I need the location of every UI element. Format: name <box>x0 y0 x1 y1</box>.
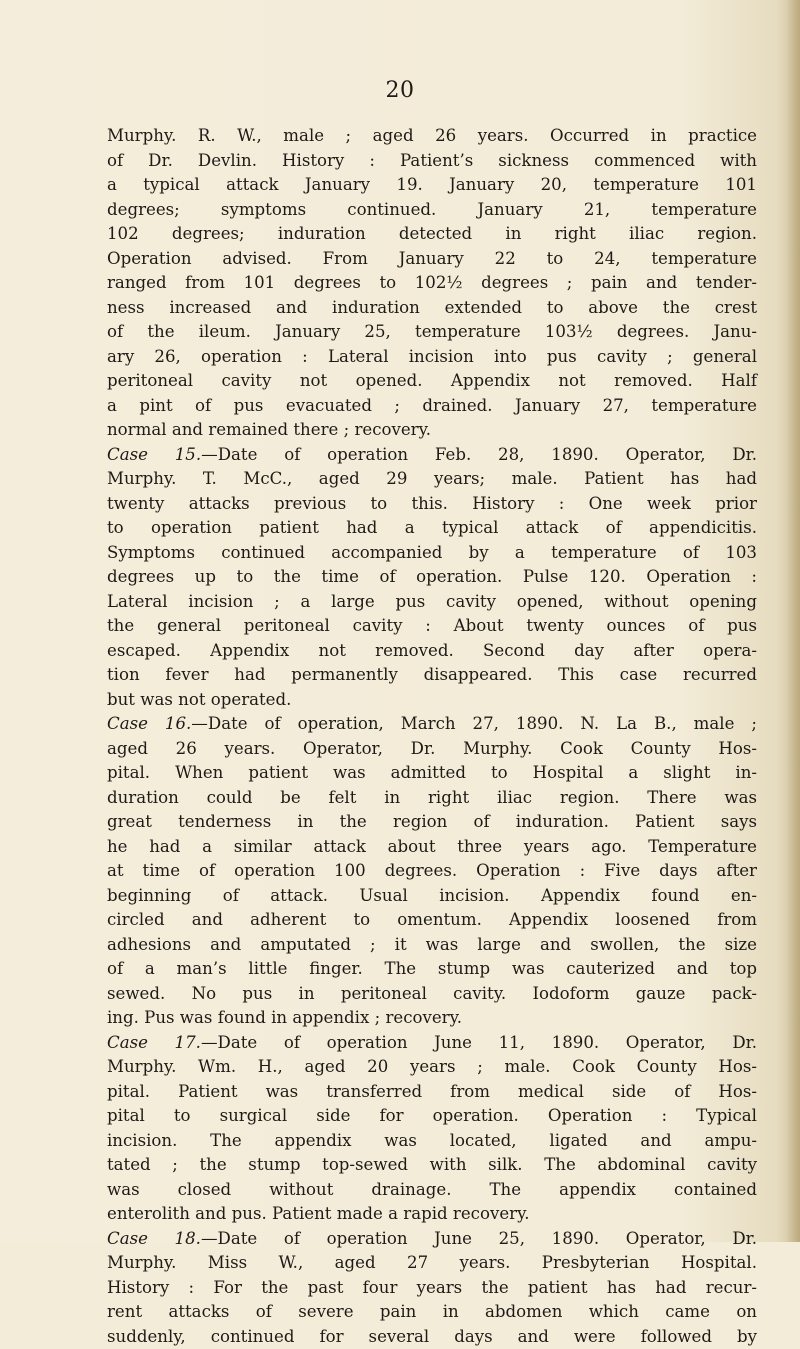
line-text: ranged from 101 degrees to 102½ degrees ; pain and tender- <box>107 273 757 292</box>
text-line <box>107 1055 757 1080</box>
line-text: of the ileum. January 25, temperature 103½ degrees. Janu- <box>107 322 757 341</box>
line-text: degrees up to the time of operation. Pulse 120. Operation : <box>107 567 757 586</box>
text-line <box>107 590 757 615</box>
text-line <box>107 345 757 370</box>
line-text: great tenderness in the region of induration. Patient says <box>107 812 757 831</box>
line-text: to operation patient had a typical attack of appendicitis. <box>107 518 757 537</box>
line-text: a typical attack January 19. January 20, temperature 101 <box>107 175 757 194</box>
line-text: he had a similar attack about three years ago. Temperature <box>107 837 757 856</box>
line-text: pital to surgical side for operation. Operation : Typical <box>107 1106 757 1125</box>
text-line <box>107 982 757 1007</box>
line-text: Murphy. Wm. H., aged 20 years ; male. Cook County Hos- <box>107 1057 757 1076</box>
line-text: of a man’s little finger. The stump was cauterized and top <box>107 959 757 978</box>
text-line <box>107 124 757 149</box>
line-text: suddenly, continued for several days and were followed by <box>107 1327 757 1346</box>
line-text: beginning of attack. Usual incision. Appendix found en- <box>107 886 757 905</box>
line-text: Operation advised. From January 22 to 24, temperature <box>107 249 757 268</box>
page-edge-shadow <box>786 0 800 1242</box>
text-line <box>107 1227 757 1252</box>
line-text: Symptoms continued accompanied by a temperature of 103 <box>107 543 757 562</box>
line-text: Murphy. T. McC., aged 29 years; male. Patient has had <box>107 469 757 488</box>
text-line <box>107 418 757 443</box>
body-text <box>107 124 757 1349</box>
text-line <box>107 859 757 884</box>
text-line <box>107 369 757 394</box>
case-label: Case 16. <box>107 714 191 733</box>
text-line <box>107 492 757 517</box>
line-text: 102 degrees; induration detected in right iliac region. <box>107 224 757 243</box>
text-line <box>107 1104 757 1129</box>
text-line <box>107 149 757 174</box>
line-text: pital. Patient was transferred from medical side of Hos- <box>107 1082 757 1101</box>
text-line <box>107 957 757 982</box>
line-text: —Date of operation, March 27, 1890. N. La B., male ; <box>191 714 757 733</box>
line-text: Murphy. Miss W., aged 27 years. Presbyterian Hospital. <box>107 1253 757 1272</box>
line-text: adhesions and amputated ; it was large and swollen, the size <box>107 935 757 954</box>
text-line <box>107 1129 757 1154</box>
text-line <box>107 565 757 590</box>
text-line <box>107 222 757 247</box>
text-line <box>107 1031 757 1056</box>
text-line <box>107 786 757 811</box>
line-text: of Dr. Devlin. History : Patient’s sickness commenced with <box>107 151 757 170</box>
text-line <box>107 810 757 835</box>
case-label: Case 17. <box>107 1033 201 1052</box>
line-text: was closed without drainage. The appendix contained <box>107 1180 757 1199</box>
line-text: enterolith and pus. Patient made a rapid recovery. <box>107 1204 530 1223</box>
text-line <box>107 933 757 958</box>
line-text: tion fever had permanently disappeared. This case recurred <box>107 665 757 684</box>
line-text: at time of operation 100 degrees. Operation : Five days after <box>107 861 757 880</box>
text-line <box>107 688 757 713</box>
text-line <box>107 1300 757 1325</box>
line-text: Murphy. R. W., male ; aged 26 years. Occurred in practice <box>107 126 757 145</box>
text-line <box>107 1276 757 1301</box>
line-text: Lateral incision ; a large pus cavity opened, without opening <box>107 592 757 611</box>
text-line <box>107 443 757 468</box>
case-label: Case 15. <box>107 445 201 464</box>
text-line <box>107 320 757 345</box>
text-line <box>107 1178 757 1203</box>
line-text: History : For the past four years the patient has had recur- <box>107 1278 757 1297</box>
text-line <box>107 467 757 492</box>
line-text: degrees; symptoms continued. January 21, temperature <box>107 200 757 219</box>
text-line <box>107 173 757 198</box>
text-line <box>107 835 757 860</box>
text-line <box>107 663 757 688</box>
line-text: twenty attacks previous to this. History : One week prior <box>107 494 757 513</box>
text-line <box>107 1006 757 1031</box>
line-text: —Date of operation Feb. 28, 1890. Operator, Dr. <box>201 445 757 464</box>
line-text: aged 26 years. Operator, Dr. Murphy. Cook County Hos- <box>107 739 757 758</box>
text-line <box>107 271 757 296</box>
line-text: escaped. Appendix not removed. Second day after opera- <box>107 641 757 660</box>
text-line <box>107 908 757 933</box>
text-line <box>107 1080 757 1105</box>
line-text: circled and adherent to omentum. Appendix loosened from <box>107 910 757 929</box>
text-line <box>107 296 757 321</box>
text-line <box>107 639 757 664</box>
line-text: a pint of pus evacuated ; drained. January 27, temperature <box>107 396 757 415</box>
line-text: ness increased and induration extended to above the crest <box>107 298 757 317</box>
text-line <box>107 1325 757 1349</box>
case-label: Case 18. <box>107 1229 201 1248</box>
text-line <box>107 516 757 541</box>
line-text: pital. When patient was admitted to Hospital a slight in- <box>107 763 757 782</box>
line-text: sewed. No pus in peritoneal cavity. Iodoform gauze pack- <box>107 984 757 1003</box>
line-text: but was not operated. <box>107 690 291 709</box>
line-text: ary 26, operation : Lateral incision into pus cavity ; general <box>107 347 757 366</box>
line-text: the general peritoneal cavity : About twenty ounces of pus <box>107 616 757 635</box>
text-line <box>107 198 757 223</box>
text-line <box>107 1251 757 1276</box>
line-text: normal and remained there ; recovery. <box>107 420 431 439</box>
text-line <box>107 737 757 762</box>
line-text: tated ; the stump top-sewed with silk. The abdominal cavity <box>107 1155 757 1174</box>
line-text: duration could be felt in right iliac region. There was <box>107 788 757 807</box>
line-text: rent attacks of severe pain in abdomen which came on <box>107 1302 757 1321</box>
text-line <box>107 884 757 909</box>
line-text: incision. The appendix was located, ligated and ampu- <box>107 1131 757 1150</box>
text-line <box>107 247 757 272</box>
text-line <box>107 1153 757 1178</box>
text-line <box>107 761 757 786</box>
text-line <box>107 614 757 639</box>
text-line <box>107 541 757 566</box>
line-text: peritoneal cavity not opened. Appendix not removed. Half <box>107 371 757 390</box>
text-line <box>107 394 757 419</box>
line-text: —Date of operation June 11, 1890. Operator, Dr. <box>201 1033 757 1052</box>
text-line <box>107 1202 757 1227</box>
text-line <box>107 712 757 737</box>
line-text: —Date of operation June 25, 1890. Operator, Dr. <box>201 1229 757 1248</box>
page-number: 20 <box>0 78 800 103</box>
line-text: ing. Pus was found in appendix ; recovery. <box>107 1008 462 1027</box>
